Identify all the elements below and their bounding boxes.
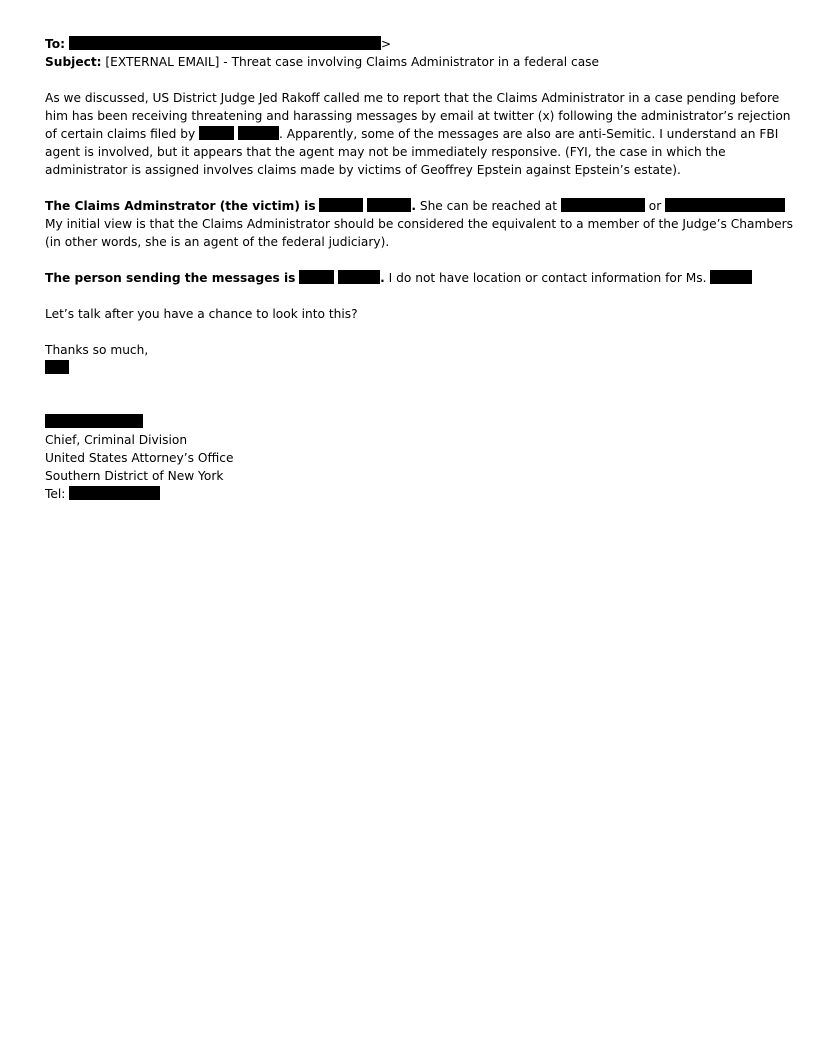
redaction-last-name	[238, 126, 279, 140]
redaction-recipient	[69, 36, 381, 50]
redaction-phone	[69, 486, 160, 500]
p2-line: The Claims Adminstrator (the victim) is . She can be reached at or	[45, 197, 785, 215]
paragraph-3: The person sending the messages is . I do not have location or contact information for Ms.	[45, 269, 785, 287]
redaction-first-name	[199, 126, 234, 140]
to-suffix: >	[380, 37, 392, 51]
p1-line: agent is involved, but it appears that the agent may not be immediately responsive. (FYI, the case in which the	[45, 145, 726, 159]
p1-line: him has been receiving threatening and harassing messages by email at twitter (x) following the administrator’s rejection	[45, 109, 791, 123]
subject-line	[45, 53, 785, 71]
to-line	[45, 35, 785, 53]
redaction-sender-name	[710, 270, 752, 284]
closing-signoff	[45, 359, 785, 377]
p2-line: (in other words, she is an agent of the federal judiciary).	[45, 235, 390, 249]
closing: Thanks so much,	[45, 343, 149, 357]
signature-title: Chief, Criminal Division	[45, 433, 188, 447]
to-label: To:	[45, 37, 65, 51]
redaction-contact-2	[665, 198, 785, 212]
redaction-sender-first	[299, 270, 334, 284]
redaction-victim-last	[367, 198, 411, 212]
p1-line: As we discussed, US District Judge Jed Rakoff called me to report that the Claims Administrator in a case pending before	[45, 91, 780, 105]
redaction-signer-name	[45, 414, 143, 428]
subject-label: Subject:	[45, 55, 102, 69]
email-document	[45, 35, 793, 503]
paragraph-1	[45, 89, 791, 179]
signature-district: Southern District of New York	[45, 469, 224, 483]
subject-text: [EXTERNAL EMAIL] - Threat case involving Claims Administrator in a federal case	[101, 55, 600, 69]
redaction-signoff-name	[45, 360, 69, 374]
p1-line: of certain claims filed by . Apparently, some of the messages are also are anti-Semitic. I understand an FBI	[45, 127, 779, 141]
p1-line: administrator is assigned involves claims made by victims of Geoffrey Epstein against Epstein’s estate).	[45, 163, 681, 177]
paragraph-4: Let’s talk after you have a chance to look into this?	[45, 307, 358, 321]
paragraph-2	[45, 197, 793, 251]
signature-tel: Tel:	[45, 485, 785, 503]
signature-block	[45, 413, 785, 503]
p2-line: My initial view is that the Claims Administrator should be considered the equivalent to a member of the Judge’s Chambers	[45, 217, 793, 231]
redaction-sender-last	[338, 270, 380, 284]
signature-office: United States Attorney’s Office	[45, 451, 234, 465]
redaction-contact-1	[561, 198, 645, 212]
redaction-victim-first	[319, 198, 363, 212]
